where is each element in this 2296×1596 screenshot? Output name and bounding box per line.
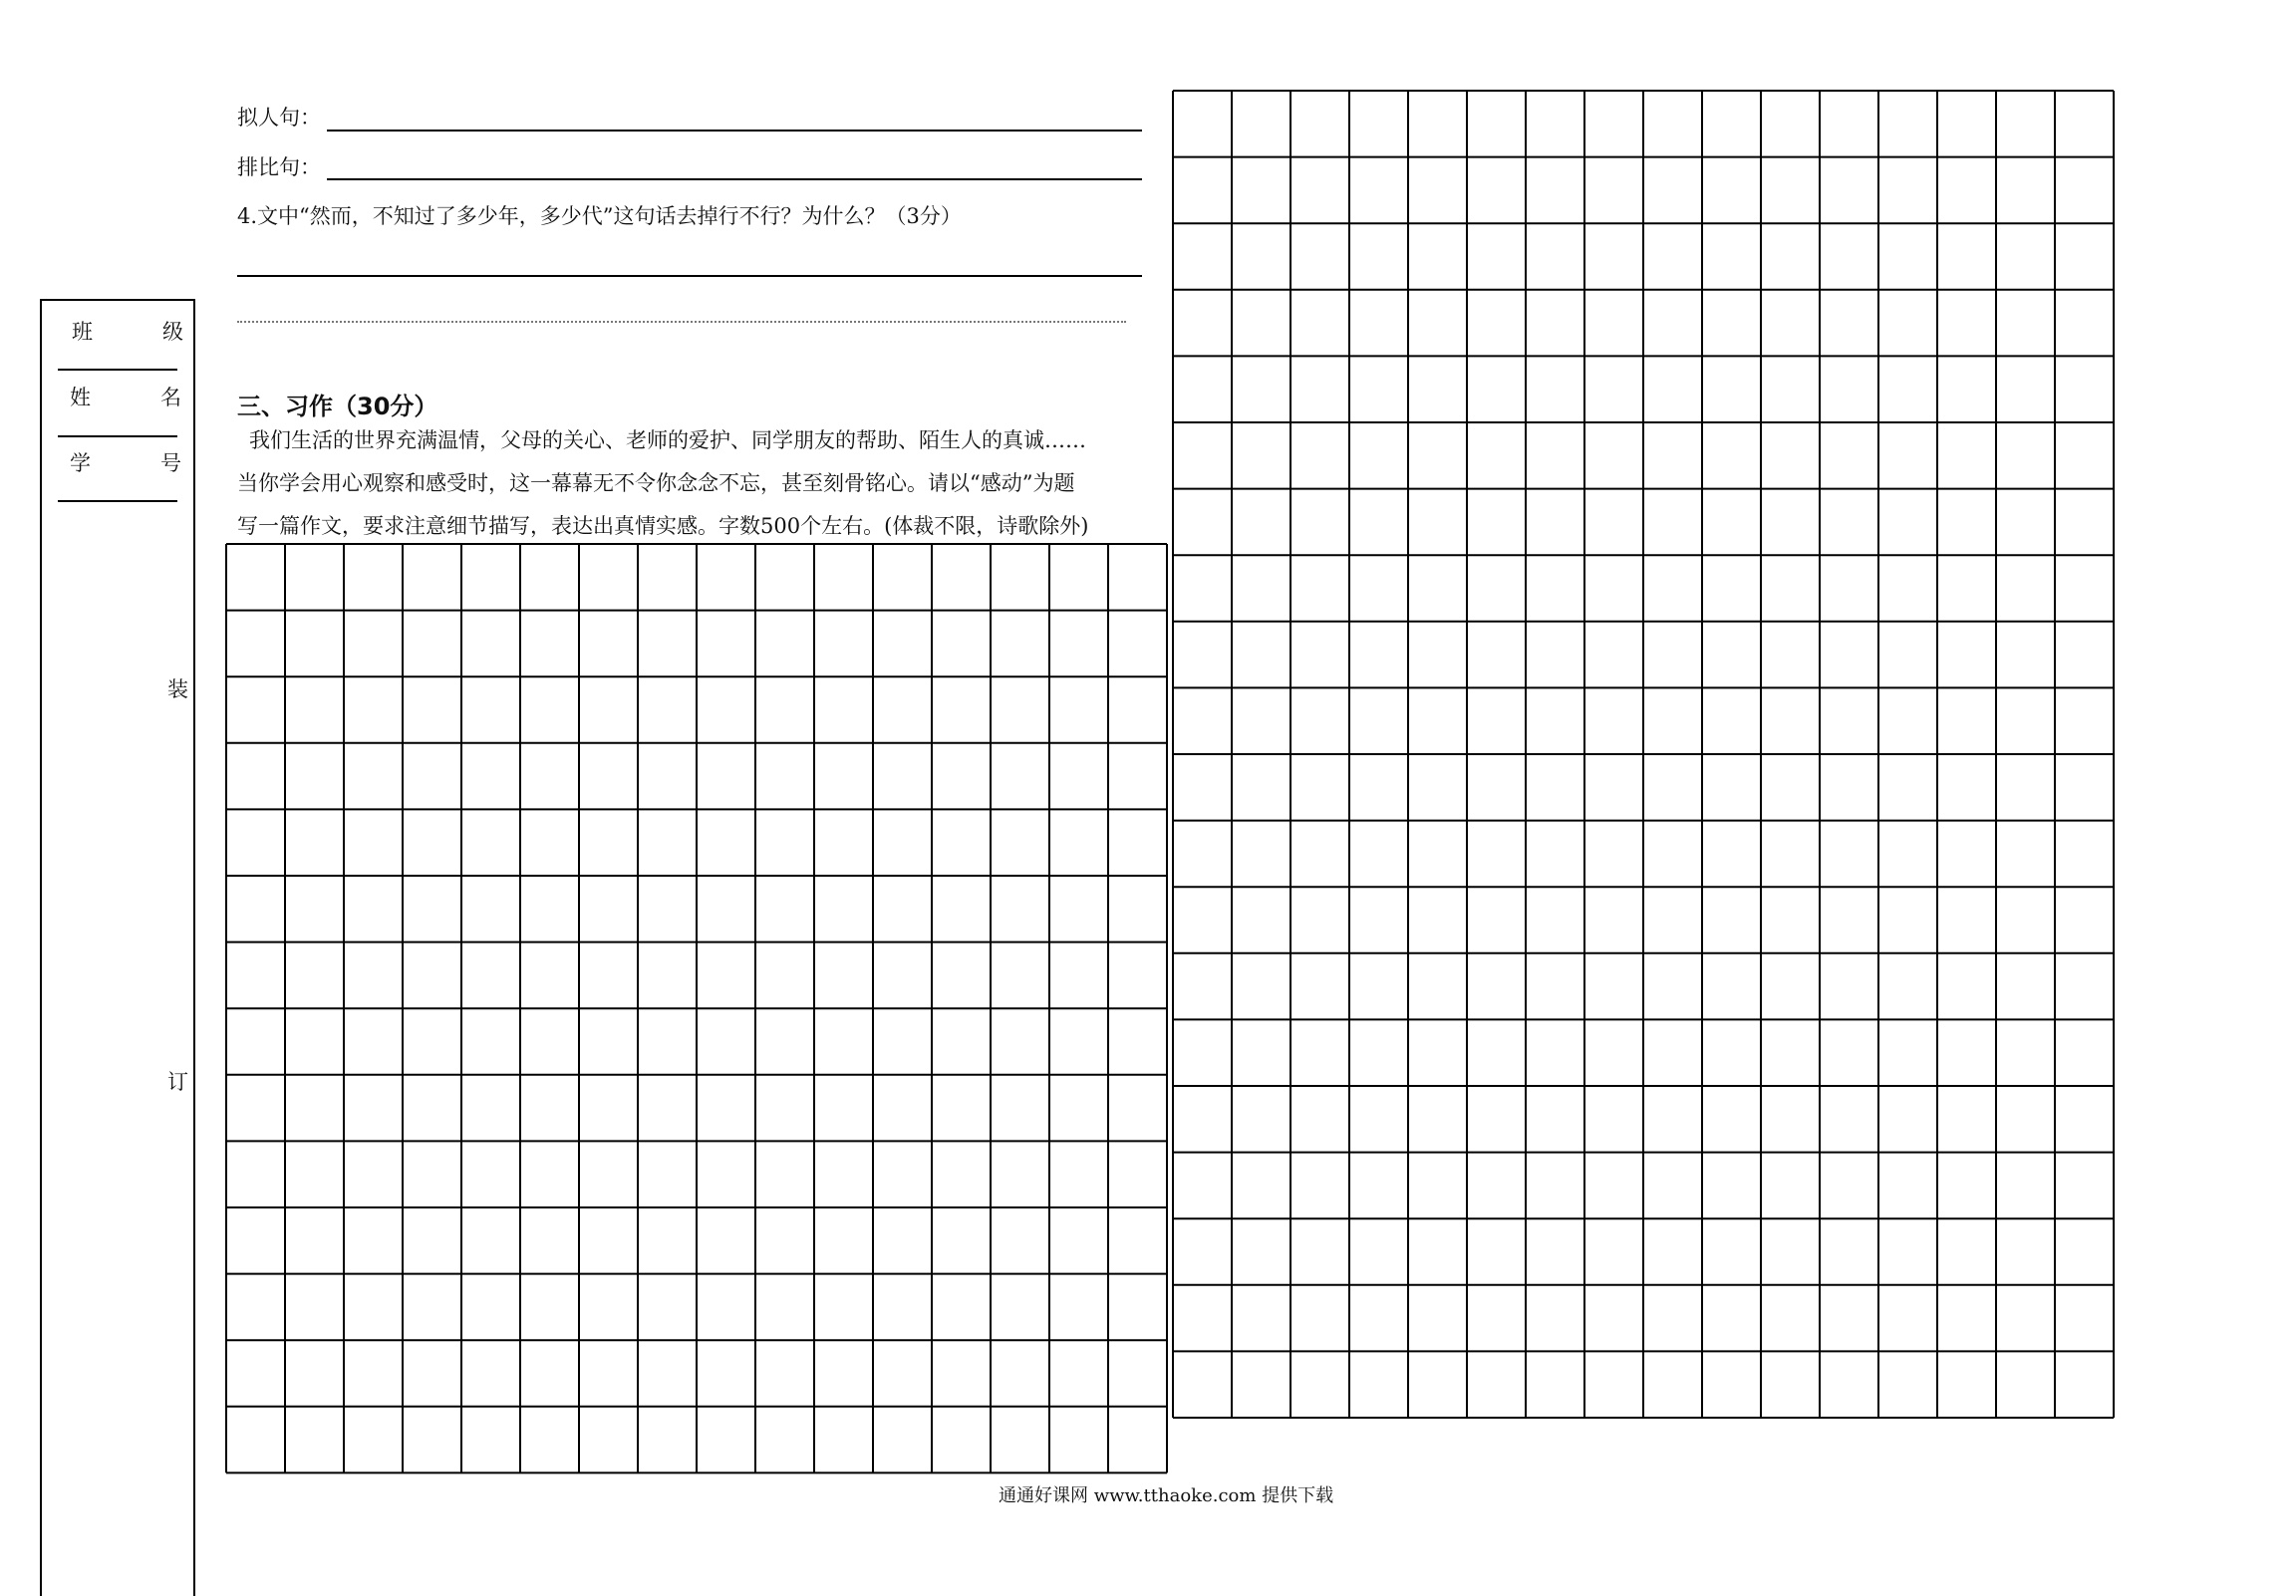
student-id-label: 学 号 xyxy=(70,451,181,475)
personification-answer-line[interactable] xyxy=(327,130,1142,132)
name-label: 姓 名 xyxy=(70,386,181,409)
parallelism-answer-line[interactable] xyxy=(327,178,1142,180)
essay-grid-left[interactable] xyxy=(225,543,1168,1475)
footer-credit: 通通好课网 www.tthaoke.com 提供下载 xyxy=(999,1485,1334,1506)
q4-answer-line-2[interactable] xyxy=(237,321,1126,323)
name-field[interactable] xyxy=(58,435,177,437)
binding-mark-ding: 订 xyxy=(167,1070,188,1094)
essay-prompt-line-1: 我们生活的世界充满温情，父母的关心、老师的爱护、同学朋友的帮助、陌生人的真诚…… xyxy=(249,428,1086,452)
essay-prompt-line-2: 当你学会用心观察和感受时，这一幕幕无不令你念念不忘，甚至刻骨铭心。请以“感动”为题 xyxy=(237,471,1075,495)
class-field[interactable] xyxy=(58,369,177,371)
personification-label: 拟人句： xyxy=(237,106,321,130)
essay-prompt-line-3: 写一篇作文，要求注意细节描写，表达出真情实感。字数500个左右。(体裁不限，诗歌除外) xyxy=(237,514,1089,538)
binding-strip xyxy=(40,299,195,1596)
essay-grid-right[interactable] xyxy=(1172,90,2115,1421)
question-4-text: 4.文中“然而，不知过了多少年，多少代”这句话去掉行不行？为什么？（3分） xyxy=(237,204,962,228)
class-label: 班 级 xyxy=(72,320,183,344)
student-id-field[interactable] xyxy=(58,500,177,502)
q4-answer-line-1[interactable] xyxy=(237,275,1142,277)
parallelism-label: 排比句： xyxy=(237,155,321,179)
essay-section-title: 三、习作（30分） xyxy=(237,393,438,420)
binding-mark-zhuang: 装 xyxy=(167,677,188,701)
